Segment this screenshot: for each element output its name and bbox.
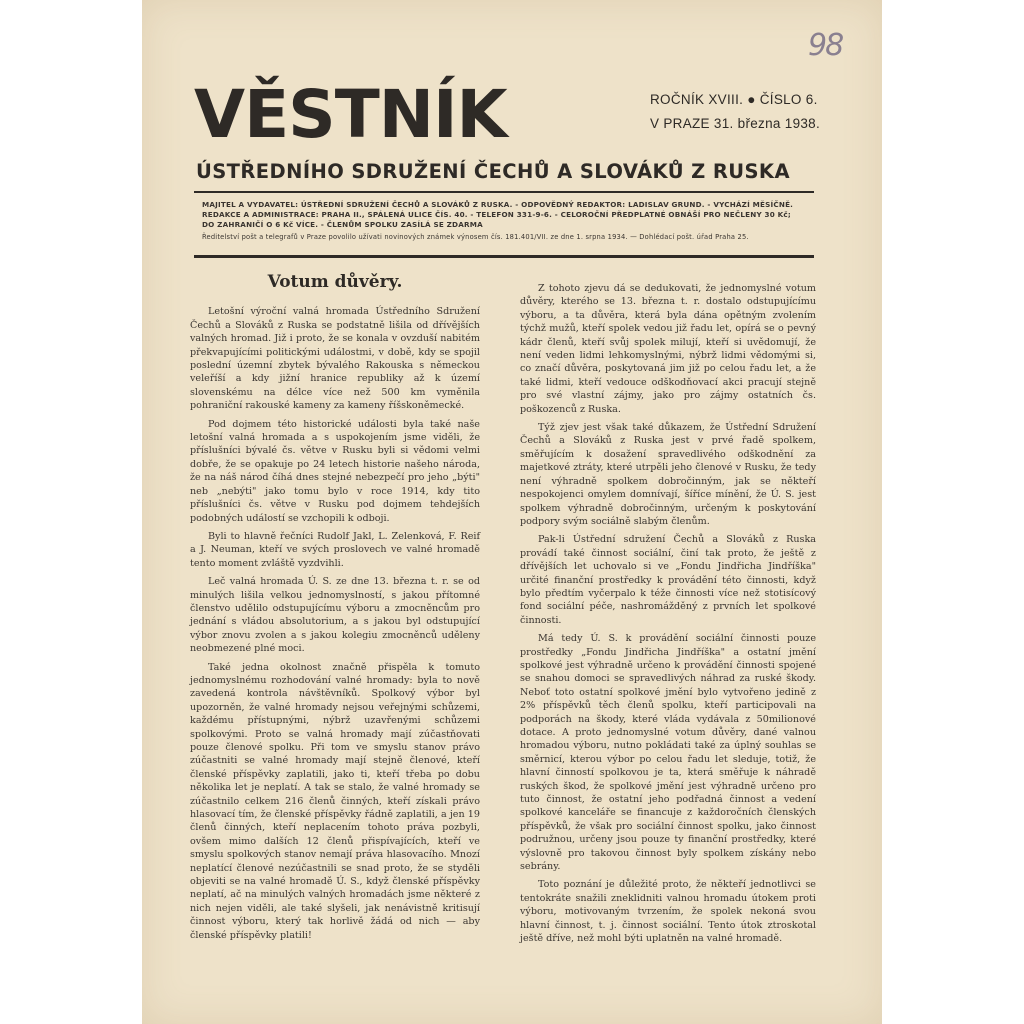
article-paragraph: Týž zjev jest však také důkazem, že Ústřední Sdružení Čechů a Slováků z Ruska jest v prvé řadě spolkem, směřujícím k dosažení spravedlivého odškodnění za majetkové ztráty, které utrpěli jeho členové v Rusku, že tedy není výhradně spolkem dobročinným, jak se někteří nespokojenci omylem domnívají, šíříce mínění, že Ú. S. jest spolkem výhradně dobročinným, určeným k poskytování podpory svým sociálně slabým členům.	[520, 422, 816, 527]
article-paragraph: Letošní výroční valná hromada Ústředního Sdružení Čechů a Slováků z Ruska se podstatně lišila od dřívějších valných hromad. Již i proto, že se konala v ovzduší nabitém překvapujícími politickými událostmi, v době, kdy se spojil poslední územní zbytek bývalého Rakouska s německou veleříší a kdy jižní hranice republiky až k území slovenskému na délce více než 500 km vyměnila pohraniční rakouské kameny za kameny říšskoněmecké.	[190, 306, 480, 412]
article-paragraph: Také jedna okolnost značně přispěla k tomuto jednomyslnému rozhodování valné hromady: byla to nově zavedená kontrola návštěvníků. Spolkový výbor byl upozorněn, že valné hromady nejsou veřejnými schůzemi, každému přístupnými, nýbrž uzavřenými schůzemi spolkovými. Proto se valná hromady mají zúčastňovati pouze členové spolku. Při tom ve smyslu stanov právo zúčastniti se valné hromady mají stejně členové, kteří členské příspěvky zaplatili, jako ti, kteří třeba po dobu několika let je neplatí. A tak se stalo, že valné hromady se zúčastnilo celkem 216 členů činných, kteří získali právo hlasovací tím, že členské příspěvky řádně zaplatili, a jen 19 členů činných, kteří neplacením tohoto práva pozbyli, ovšem mimo dalších 12 členů přispívajících, kteří ve smyslu spolkových stanov nemají práva hlasovacího. Mnozí neplatící členové nezúčastnili se snad proto, že se styděli objeviti se na valné hromadě Ú. S., když členské příspěvky neplatí, ač na minulých valných hromadách jsme některé z nich nejen viděli, ale také slyšeli, jak nenávistně kritisují činnost výboru, který tak horlivě žádá od nich — aby členské příspěvky platili!	[190, 661, 480, 941]
article-paragraph: Toto poznání je důležité proto, že někteří jednotlivci se tentokráte snažili zneklidniti valnou hromadu útokem proti výboru, motivovaným tvrzením, že spolek nekoná svou hlavní činnost, t. j. činnost sociální. Tento útok ztroskotal ještě dříve, než mohl býti uplatněn na valné hromadě.	[520, 879, 816, 945]
publisher-info-line: DO ZAHRANIČÍ O 6 Kč VÍCE. - ČLENŮM SPOLKU ZASÍLÁ SE ZDARMA	[202, 220, 483, 229]
publisher-info-box	[194, 191, 814, 258]
publisher-info-line: MAJITEL A VYDAVATEL: ÚSTŘEDNÍ SDRUŽENÍ ČECHŮ A SLOVÁKŮ Z RUSKA. - ODPOVĚDNÝ REDAKTOR: LADISLAV GRUND. - VYCHÁZÍ MĚSÍČNĚ.	[202, 200, 794, 209]
article-title: Votum důvěry.	[267, 272, 403, 292]
publisher-info-line: REDAKCE A ADMINISTRACE: PRAHA II., SPÁLENÁ ULICE ČÍS. 40. - TELEFON 331-9-6. - CELOROČNÍ PŘEDPLATNÉ OBNÁŠÍ PRO NEČLENY 30 Kč;	[202, 210, 791, 219]
masthead-title: VĚSTNÍK	[194, 76, 507, 153]
article-paragraph: Má tedy Ú. S. k provádění sociální činnosti pouze prostředky „Fondu Jindřicha Jindříška" a ostatní jmění spolkové jest výhradně určeno k provádění činnosti spojené se snahou domoci se spravedlivých náhrad za ruské škody. Neboť toto ostatní spolkové jmění bylo vytvořeno jedině z 2% příspěvků těch členů spolku, kteří participovali na podporách na škody, které vláda vydávala z 50milionové dotace. A proto jednomyslné votum důvěry, dané valnou hromadou výboru, nutno pokládati také za úplný souhlas se směrnicí, kterou výbor po celou řadu let sleduje, totiž, že hlavní činností spolkovou je ta, která směřuje k náhradě ruských škod, že spolkové jmění jest výhradně určeno pro tuto činnost, že ostatní jeho podřadná činnost a vedení spolkové kanceláře se financuje z každoročních členských příspěvků, že však pro sociální činnost spolku, jako činnost podružnou, určeny jsou pouze ty finanční prostředky, které výslovně pro takovou činnost byly spolkem získány nebo sebrány.	[520, 633, 816, 873]
article-paragraph: Byli to hlavně řečníci Rudolf Jakl, L. Zelenková, F. Reif a J. Neuman, kteří ve svých proslovech ve valné hromadě tento moment zvláště vyzdvihli.	[190, 530, 480, 569]
issue-date: V PRAZE 31. března 1938.	[650, 116, 821, 131]
article-column-right	[520, 282, 816, 951]
article-paragraph: Z tohoto zjevu dá se dedukovati, že jednomyslné votum důvěry, kterého se 13. března t. r. dostalo odstupujícímu výboru, a ta důvěra, která byla dána opětným zvolením týchž mužů, kteří spolek vedou již řadu let, opírá se o pevný kádr členů, kteří svůj spolek milují, kteří si uvědomují, že není veden lidmi lehkomyslnými, nýbrž lidmi vědomými si, co značí důvěra, poskytovaná jim již po celou řadu let, a že také lidmi, kteří vedouce odškodňovací akci pracují stejně pro své vlastní zájmy, jako pro zájmy ostatních čs. poškozenců z Ruska.	[520, 283, 816, 415]
article-paragraph: Pod dojmem této historické události byla také naše letošní valná hromada a s uspokojením jsme viděli, že příslušníci bývalé čs. větve v Rusku byli si vědomi velmi dobře, že se opakuje po 24 letech historie našeho národa, že na náš národ číhá dnes stejné nebezpečí pro jeho „býti" neb „nebýti" jako tomu bylo v roce 1914, kdy tito příslušníci čs. větve v Rusku pod dojmem tehdejších podobných událostí se vzchopili k odboji.	[190, 418, 480, 524]
postal-permit-line: Ředitelství pošt a telegrafů v Praze povolilo užívati novinových známek výnosem čís. 181.401/VII. ze dne 1. srpna 1934. — Dohlédací pošt. úřad Praha 25.	[202, 233, 749, 241]
handwritten-note: 98	[808, 28, 843, 63]
article-paragraph: Pak-li Ústřední sdružení Čechů a Slováků z Ruska provádí také činnost sociální, činí tak proto, že ještě z dřívějších let uchovalo si ve „Fondu Jindřicha Jindříška" určité finanční prostředky k provádění této činnosti, když bylo předtím vyčerpalo k téže činnosti více než stotisícový fond sociální péče, nashromážděný z prvních let spolkové činnosti.	[520, 534, 816, 626]
article-column-left	[190, 270, 480, 947]
article-paragraph: Leč valná hromada Ú. S. ze dne 13. března t. r. se od minulých lišila velkou jednomyslností, s jakou přítomné členstvo udělilo odstupujícímu výboru a zmocněncům pro jednání s vládou absolutorium, a s jakou byl odstupující výbor znovu zvolen a s jakou kolegiu zmocněnců uděleny neobmezené plné moci.	[190, 576, 480, 655]
issue-volume-number: ROČNÍK XVIII. ● ČÍSLO 6.	[650, 92, 818, 107]
masthead-subtitle: ÚSTŘEDNÍHO SDRUŽENÍ ČECHŮ A SLOVÁKŮ Z RUSKA	[196, 160, 790, 183]
